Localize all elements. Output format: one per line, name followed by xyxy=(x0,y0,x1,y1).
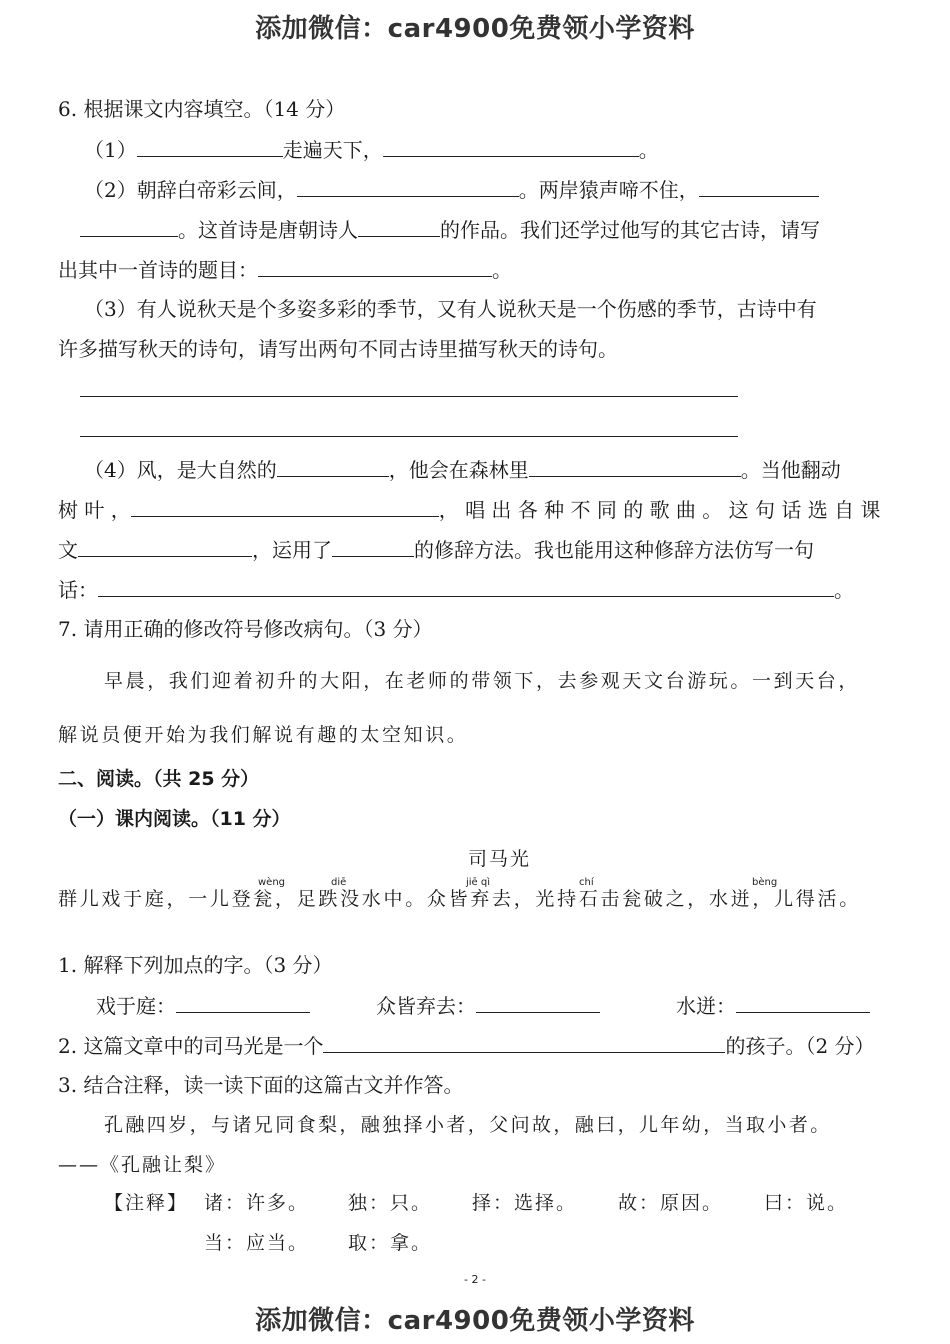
q7-sentence-line2: 解说员便开始为我们解说有趣的太空知识。 xyxy=(58,724,469,746)
blank-q6-4c[interactable] xyxy=(131,496,439,517)
read-q1-title: 1. 解释下列加点的字。（3 分） xyxy=(58,953,333,977)
q6-p4-text-d: 树 叶 ， xyxy=(58,498,131,522)
q7-title: 7. 请用正确的修改符号修改病句。（3 分） xyxy=(58,617,433,641)
note-2: 独：只。 xyxy=(348,1192,433,1214)
blank-q6-2e[interactable] xyxy=(258,256,492,277)
note-6: 当：应当。 xyxy=(204,1232,310,1254)
blank-q6-2a[interactable] xyxy=(297,176,519,197)
q6-part4-line1 xyxy=(84,456,841,483)
pinyin-jieqi: jiē qì xyxy=(466,877,491,888)
blank-q6-4f[interactable] xyxy=(98,576,834,597)
note-3: 择：选择。 xyxy=(472,1192,578,1214)
q6-p2-text-b: 。两岸猿声啼不住， xyxy=(518,178,699,202)
q6-p4-text-f: 文 xyxy=(58,538,78,562)
note-1: 诸：许多。 xyxy=(204,1192,310,1214)
blank-q6-4a[interactable] xyxy=(277,456,389,477)
q6-p1-end: 。 xyxy=(638,138,659,162)
q6-part3-line1: （3）有人说秋天是个多姿多彩的季节，又有人说秋天是一个伤感的季节，古诗中有 xyxy=(84,297,817,321)
q6-p4-text-i: 话： xyxy=(58,578,98,602)
read-q2 xyxy=(58,1032,875,1059)
blank-read-q2[interactable] xyxy=(323,1032,725,1053)
q6-p4-text-b: ，他会在森林里 xyxy=(388,458,529,482)
note-5: 曰：说。 xyxy=(764,1192,849,1214)
read-q1-label-2: 众皆弃去： xyxy=(376,994,476,1018)
q6-p4-text-g: ，运用了 xyxy=(252,538,332,562)
read-q1-item1 xyxy=(96,992,310,1019)
pinyin-die: diē xyxy=(331,877,347,888)
q6-p2-text-d: 的作品。我们还学过他写的其它古诗，请写 xyxy=(440,218,820,242)
blank-q6-2c[interactable] xyxy=(80,216,178,237)
read-q2-text-b: 的孩子。（2 分） xyxy=(725,1034,875,1058)
watermark-top: 添加微信：car4900免费领小学资料 xyxy=(255,14,695,44)
read-q3-source: ——《孔融让梨》 xyxy=(58,1154,227,1176)
q6-p2-text-a: （2）朝辞白帝彩云间， xyxy=(84,178,297,202)
q6-part3-line2: 许多描写秋天的诗句，请写出两句不同古诗里描写秋天的诗句。 xyxy=(58,337,618,361)
q6-p4-text-h: 的修辞方法。我也能用这种修辞方法仿写一句 xyxy=(414,538,814,562)
q6-part4-line4 xyxy=(58,576,854,603)
watermark-bottom: 添加微信：car4900免费领小学资料 xyxy=(255,1306,695,1336)
q6-p1-label: （1） xyxy=(84,138,137,162)
q6-p2-text-e: 出其中一首诗的题目： xyxy=(58,258,258,282)
passage-text: 群儿戏于庭，一儿登瓮，足跌没水中。众皆弃去，光持石击瓮破之，水迸，儿得活。 xyxy=(58,888,861,910)
note-7: 取：拿。 xyxy=(348,1232,433,1254)
q6-part1 xyxy=(84,136,659,163)
answer-line-2[interactable] xyxy=(80,436,738,437)
q6-part2-line3 xyxy=(58,256,512,283)
q6-p4-text-j: 。 xyxy=(834,578,854,602)
blank-q6-4b[interactable] xyxy=(529,456,741,477)
pinyin-chi: chí xyxy=(579,877,594,888)
section2-title: 二、阅读。（共 25 分） xyxy=(58,768,260,790)
q6-p1-mid: 走遍天下， xyxy=(282,138,383,162)
read-q3-passage: 孔融四岁，与诸兄同食梨，融独择小者，父问故，融曰，儿年幼，当取小者。 xyxy=(104,1114,832,1136)
blank-q6-1a[interactable] xyxy=(137,136,283,157)
read-q1-item2 xyxy=(376,992,600,1019)
blank-read-q1-3[interactable] xyxy=(736,992,870,1013)
q6-p4-text-e: ， 唱 出 各 种 不 同 的 歌 曲 。 这 句 话 选 自 课 xyxy=(438,498,881,522)
q6-p4-text-a: （4）风，是大自然的 xyxy=(84,458,277,482)
q6-part4-line2 xyxy=(58,496,880,523)
q6-p4-text-c: 。当他翻动 xyxy=(740,458,841,482)
section2-sub1: （一）课内阅读。（11 分） xyxy=(58,808,291,830)
q6-p2-text-f: 。 xyxy=(492,258,512,282)
passage-title: 司马光 xyxy=(468,848,532,870)
read-q3-title: 3. 结合注释，读一读下面的这篇古文并作答。 xyxy=(58,1073,464,1097)
blank-read-q1-2[interactable] xyxy=(476,992,600,1013)
q6-part2-line1 xyxy=(84,176,819,203)
page-number: - 2 - xyxy=(464,1273,486,1286)
pinyin-beng: bèng xyxy=(752,877,778,888)
q7-sentence-line1: 早晨，我们迎着初升的大阳，在老师的带领下，去参观天文台游玩。一到天台， xyxy=(104,670,861,692)
q6-part4-line3 xyxy=(58,536,814,563)
blank-q6-2d[interactable] xyxy=(358,216,440,237)
pinyin-weng: wèng xyxy=(258,877,286,888)
blank-q6-2b[interactable] xyxy=(699,176,819,197)
blank-q6-4d[interactable] xyxy=(78,536,252,557)
note-4: 故：原因。 xyxy=(618,1192,724,1214)
answer-line-1[interactable] xyxy=(80,396,738,397)
notes-label: 【注释】 xyxy=(104,1192,189,1214)
read-q1-label-3: 水迸： xyxy=(676,994,736,1018)
blank-read-q1-1[interactable] xyxy=(176,992,310,1013)
q6-part2-line2 xyxy=(80,216,820,243)
blank-q6-1b[interactable] xyxy=(383,136,639,157)
read-q1-item3 xyxy=(676,992,870,1019)
q6-p2-text-c: 。这首诗是唐朝诗人 xyxy=(178,218,358,242)
read-q2-text-a: 2. 这篇文章中的司马光是一个 xyxy=(58,1034,324,1058)
q6-title: 6. 根据课文内容填空。（14 分） xyxy=(58,97,346,121)
read-q1-label-1: 戏于庭： xyxy=(96,994,176,1018)
blank-q6-4e[interactable] xyxy=(332,536,414,557)
